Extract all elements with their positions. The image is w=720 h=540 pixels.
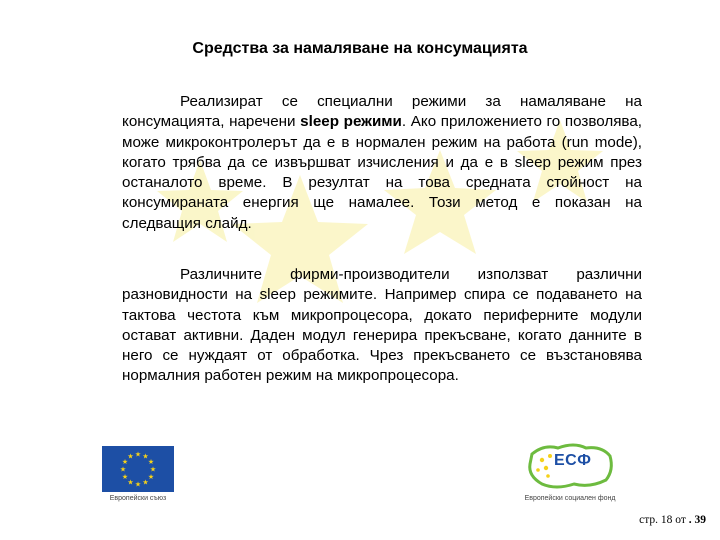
esf-logo-caption: Европейски социален фонд xyxy=(524,495,616,502)
esf-logo xyxy=(518,440,622,502)
eu-logo xyxy=(100,446,176,502)
eu-star-icon: ★ xyxy=(147,459,155,466)
page-number-prefix: стр. 18 от xyxy=(639,514,689,526)
paragraph-intro-after: . Ако приложението го позволява, може микроконтролерът да е в нормален режим на работа (run mode), когато трябва да се извършват изчисления и да е в sleep режим през останалото време. В резултат на това средната стойност на консумираната енергия ще намалее. Този метод е показан на следващия слайд. xyxy=(122,113,642,232)
eu-star-icon: ★ xyxy=(127,479,134,487)
eu-flag-icon xyxy=(102,446,174,492)
eu-star-icon: ★ xyxy=(134,481,142,489)
eu-star-icon: ★ xyxy=(121,474,129,481)
eu-star-icon: ★ xyxy=(142,479,149,487)
eu-star-icon: ★ xyxy=(134,451,142,459)
eu-star-icon: ★ xyxy=(119,466,127,474)
eu-logo-caption: Европейски съюз xyxy=(109,495,167,502)
page-number-total: . 39 xyxy=(688,514,706,526)
paragraph-intro xyxy=(122,92,642,234)
slide-title: Средства за намаляване на консумацията xyxy=(192,40,528,57)
eu-star-icon: ★ xyxy=(149,466,157,474)
paragraph-sleep-variants: Различните фирми-производители използват различни разновидности на sleep режимите. Например спира се подаването на тактова честота към микропроцесора, докато периферните модули остават активни. Даден модул генерира прекъсване, когато данните в него се нуждаят от обработка. Чрез прекъсването се възстановява нормалния работен режим на микропроцесора. xyxy=(122,266,642,385)
esf-logo-icon xyxy=(524,440,616,492)
page-number xyxy=(639,514,706,526)
eu-star-icon: ★ xyxy=(127,453,134,461)
sleep-modes-term: sleep режими xyxy=(300,113,402,131)
eu-star-icon: ★ xyxy=(121,459,129,466)
eu-star-icon: ★ xyxy=(147,474,155,481)
esf-logo-text: ЕСФ xyxy=(554,452,592,469)
paragraph-intro-before: Реализират се специални режими за намаляване на консумацията, наречени xyxy=(122,93,642,131)
eu-star-icon: ★ xyxy=(142,453,149,461)
